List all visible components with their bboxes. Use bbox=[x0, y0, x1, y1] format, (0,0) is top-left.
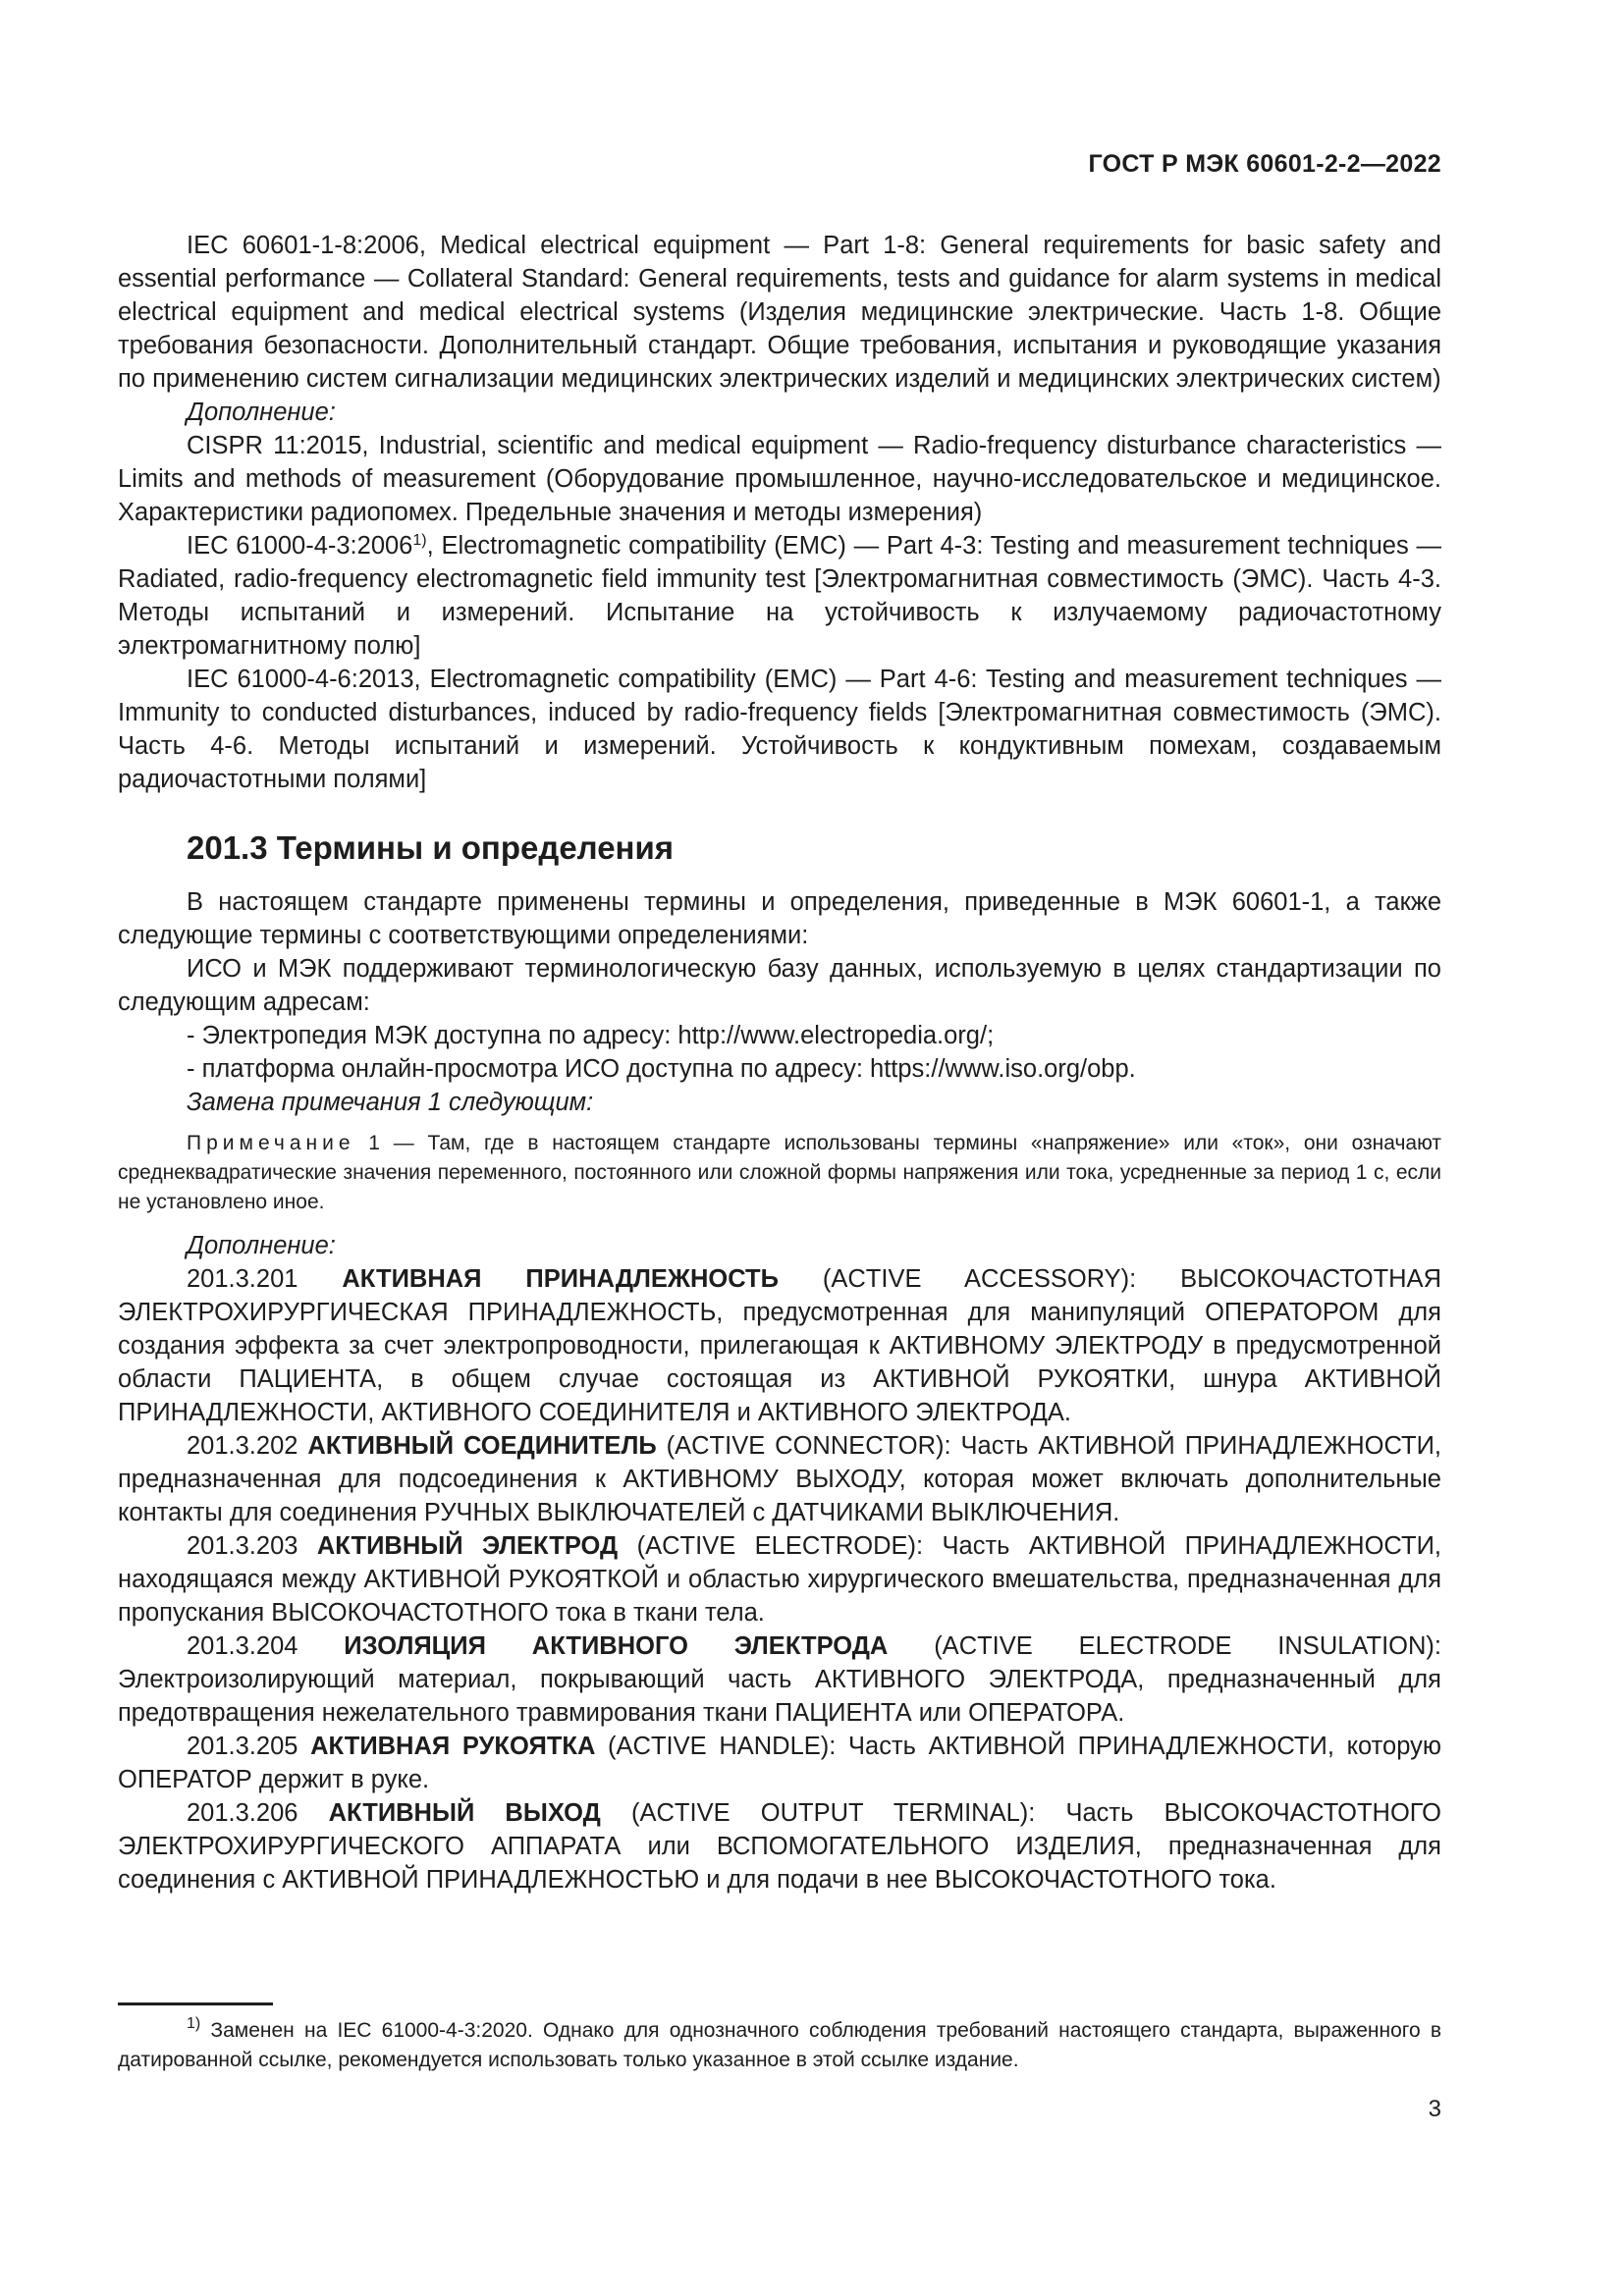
term-name: АКТИВНЫЙ СОЕДИНИТЕЛЬ bbox=[307, 1432, 657, 1460]
term-definition: (ACTIVE ELECTRODE): Часть АКТИВНОЙ ПРИНАДЛЕЖНОСТИ, находящаяся между АКТИВНОЙ РУКОЯТКОЙ и областью хирургического вмешательства, предназначенная для пропускания ВЫСОКОЧАСТОТНОГО тока в ткани тела. bbox=[118, 1532, 1441, 1627]
term-number: 201.3.204 bbox=[187, 1632, 345, 1660]
term-definition: (ACTIVE ELECTRODE INSULATION): Электроизолирующий материал, покрывающий часть АКТИВНОГО ЭЛЕКТРОДА, предназначенный для предотвращения нежелательного травмирования ткани ПАЦИЕНТА или ОПЕРАТОРА. bbox=[118, 1632, 1442, 1727]
reference-cispr-11: CISPR 11:2015, Industrial, scientific and medical equipment — Radio-frequency disturbance characteristics — Limits and methods of measurement (Оборудование промышленное, научно-исследовательское и медицинское. Характеристики радиопомех. Предельные значения и методы измерения) bbox=[118, 432, 1441, 526]
section-intro: В настоящем стандарте применены термины и определения, приведенные в МЭК 60601-1, а также следующие термины с соответствующими определениями: bbox=[118, 888, 1441, 949]
term-number: 201.3.206 bbox=[187, 1799, 329, 1827]
term-201-3-205 bbox=[118, 1730, 1441, 1796]
term-name: АКТИВНАЯ ПРИНАДЛЕЖНОСТЬ bbox=[342, 1265, 779, 1293]
document-header: ГОСТ Р МЭК 60601-2-2—2022 bbox=[1088, 150, 1441, 178]
addition-label-2: Дополнение: bbox=[187, 1232, 336, 1259]
footnote-text-line bbox=[118, 2016, 1441, 2075]
term-number: 201.3.202 bbox=[187, 1432, 308, 1460]
reference-iec-61000-4-6: IEC 61000-4-6:2013, Electromagnetic compatibility (EMC) — Part 4-6: Testing and measurement techniques — Immunity to conducted disturbances, induced by radio-frequency fields [Электромагнитная совместимость (ЭМС). Часть 4-6. Методы испытаний и измерений. Устойчивость к кондуктивным помехам, создаваемым радиочастотными полями] bbox=[118, 666, 1441, 793]
note-text: 1 — Там, где в настоящем стандарте использованы термины «напряжение» или «ток», они означают среднеквадратические значения переменного, постоянного или сложной формы напряжения или тока, усредненные за период 1 с, если не установлено иное. bbox=[118, 1132, 1441, 1213]
term-definition: (ACTIVE CONNECTOR): Часть АКТИВНОЙ ПРИНАДЛЕЖНОСТИ, предназначенная для подсоединения к АКТИВНОМУ ВЫХОДУ, которая может включать дополнительные контакты для соединения РУЧНЫХ ВЫКЛЮЧАТЕЛЕЙ с ДАТЧИКАМИ ВЫКЛЮЧЕНИЯ. bbox=[118, 1432, 1442, 1526]
term-name: АКТИВНАЯ РУКОЯТКА bbox=[310, 1733, 596, 1760]
footnote-divider bbox=[118, 2002, 273, 2005]
reference-rest: , Electromagnetic compatibility (EMC) — Part 4-3: Testing and measurement techniques — Radiated, radio-frequency electromagnetic field immunity test [Электромагнитная совместимость (ЭМС). Часть 4-3. Методы испытаний и измерений. Испытание на устойчивость к излучаемому радиочастотному электромагнитному полю] bbox=[118, 532, 1441, 660]
reference-iec-60601-1-8: IEC 60601-1-8:2006, Medical electrical equipment — Part 1-8: General requirements for basic safety and essential performance — Collateral Standard: General requirements, tests and guidance for alarm systems in medical electrical equipment and medical electrical systems (Изделия медицинские электрические. Часть 1-8. Общие требования безопасности. Дополнительный стандарт. Общие требования, испытания и руководящие указания по применению систем сигнализации медицинских электрических изделий и медицинских электрических систем) bbox=[118, 232, 1441, 393]
footnote-ref: 1) bbox=[412, 532, 427, 549]
replace-note-label: Замена примечания 1 следующим: bbox=[187, 1089, 594, 1116]
footnote-marker: 1) bbox=[187, 2015, 201, 2032]
term-name: АКТИВНЫЙ ЭЛЕКТРОД bbox=[316, 1532, 619, 1560]
term-number: 201.3.203 bbox=[187, 1532, 317, 1560]
term-name: АКТИВНЫЙ ВЫХОД bbox=[328, 1799, 601, 1827]
term-201-3-204 bbox=[118, 1629, 1441, 1730]
term-definition: (ACTIVE OUTPUT TERMINAL): Часть ВЫСОКОЧАСТОТНОГО ЭЛЕКТРОХИРУРГИЧЕСКОГО АППАРАТА или ВСПОМОГАТЕЛЬНОГО ИЗДЕЛИЯ, предназначенная для соединения с АКТИВНОЙ ПРИНАДЛЕЖНОСТЬЮ и для подачи в нее ВЫСОКОЧАСТОТНОГО тока. bbox=[118, 1799, 1441, 1894]
term-number: 201.3.201 bbox=[187, 1265, 343, 1293]
term-201-3-201 bbox=[118, 1262, 1441, 1429]
section-title: 201.3 Термины и определения bbox=[187, 829, 675, 866]
term-201-3-203 bbox=[118, 1529, 1441, 1629]
list-item-electropedia: - Электропедия МЭК доступна по адресу: http://www.electropedia.org/; bbox=[187, 1022, 995, 1049]
reference-iec-61000-4-3 bbox=[118, 529, 1441, 663]
addition-label: Дополнение: bbox=[187, 399, 336, 426]
note-1 bbox=[118, 1129, 1441, 1217]
list-item-iso-obp: - платформа онлайн-просмотра ИСО доступна по адресу: https://www.iso.org/obp. bbox=[187, 1055, 1136, 1083]
iso-iec-terminology: ИСО и МЭК поддерживают терминологическую базу данных, используемую в целях стандартизации по следующим адресам: bbox=[118, 955, 1441, 1016]
page-content bbox=[118, 229, 1441, 1896]
reference-prefix: IEC 61000-4-3:2006 bbox=[187, 532, 413, 560]
term-definition: (ACTIVE ACCESSORY): ВЫСОКОЧАСТОТНАЯ ЭЛЕКТРОХИРУРГИЧЕСКАЯ ПРИНАДЛЕЖНОСТЬ, предусмотренная для манипуляций ОПЕРАТОРОМ для создания эффекта за счет электропроводности, прилегающая к АКТИВНОМУ ЭЛЕКТРОДУ в предусмотренной области ПАЦИЕНТА, в общем случае состоящая из АКТИВНОЙ РУКОЯТКИ, шнура АКТИВНОЙ ПРИНАДЛЕЖНОСТИ, АКТИВНОГО СОЕДИНИТЕЛЯ и АКТИВНОГО ЭЛЕКТРОДА. bbox=[118, 1265, 1441, 1426]
term-definition: (ACTIVE HANDLE): Часть АКТИВНОЙ ПРИНАДЛЕЖНОСТИ, которую ОПЕРАТОР держит в руке. bbox=[118, 1733, 1441, 1793]
term-201-3-206 bbox=[118, 1796, 1441, 1896]
term-name: ИЗОЛЯЦИЯ АКТИВНОГО ЭЛЕКТРОДА bbox=[344, 1632, 889, 1660]
term-number: 201.3.205 bbox=[187, 1733, 311, 1760]
note-label: Примечание bbox=[187, 1132, 355, 1154]
page-number: 3 bbox=[1428, 2096, 1441, 2122]
footnote-text: Заменен на IEC 61000-4-3:2020. Однако для однозначного соблюдения требований настоящего стандарта, выраженного в датированной ссылке, рекомендуется использовать только указанное в этой ссылке издание. bbox=[118, 2019, 1441, 2071]
footnote bbox=[118, 2016, 1441, 2075]
term-201-3-202 bbox=[118, 1429, 1441, 1529]
